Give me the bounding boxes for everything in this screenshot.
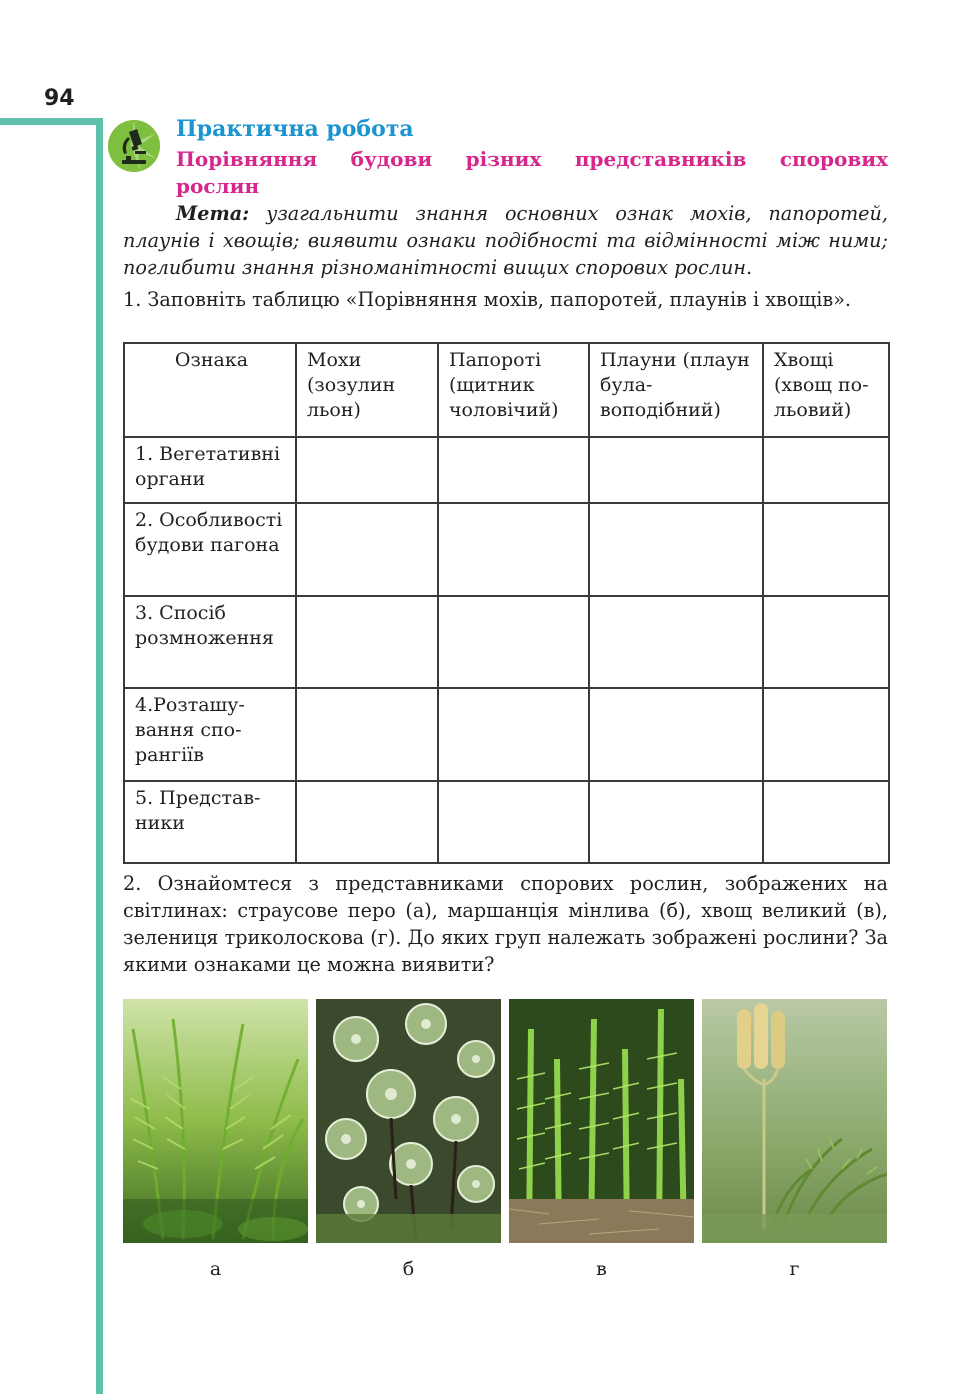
table-cell xyxy=(296,503,438,596)
header-mosses: Мохи (зозулин льон) xyxy=(296,343,438,437)
row-label: 5. Представники xyxy=(124,781,296,863)
table-row xyxy=(124,437,889,503)
header-ferns: Папороті (щитник чоловічий) xyxy=(438,343,589,437)
table-row xyxy=(124,596,889,688)
comparison-table xyxy=(123,342,890,864)
row-label: 4.Розташування спорангіїв xyxy=(124,688,296,781)
row-label: 1. Вегетативні органи xyxy=(124,437,296,503)
table-row xyxy=(124,781,889,863)
table-cell xyxy=(438,781,589,863)
table-cell xyxy=(589,596,763,688)
table-cell xyxy=(438,596,589,688)
page-number: 94 xyxy=(44,86,75,111)
row-label: 2. Особливості будови пагона xyxy=(124,503,296,596)
table-cell xyxy=(763,437,889,503)
marchantia-photo xyxy=(316,999,501,1243)
ostrich-fern-photo xyxy=(123,999,308,1243)
table-cell xyxy=(763,503,889,596)
photo-caption-b: б xyxy=(402,1258,415,1280)
practical-work-subtitle-continuation: рослин xyxy=(176,174,260,198)
table-cell xyxy=(589,781,763,863)
practical-work-title: Практична робота xyxy=(176,116,414,142)
table-cell xyxy=(763,688,889,781)
table-cell xyxy=(763,781,889,863)
row-label: 3. Спосіб розмноження xyxy=(124,596,296,688)
clubmoss-photo xyxy=(702,999,887,1243)
table-row xyxy=(124,503,889,596)
photo-caption-a: а xyxy=(209,1258,222,1280)
table-cell xyxy=(438,688,589,781)
task-2-text: 2. Ознайомтеся з представниками спорових рослин, зображених на світлинах: страусове перо (а), маршанція мінлива (б), хвощ великий (в), зелениця триколоскова (г). До яких груп належать зображені рослини? За якими ознаками це можна виявити? xyxy=(123,872,888,976)
header-feature: Ознака xyxy=(124,343,296,437)
margin-decoration-horizontal xyxy=(0,118,102,125)
photo-caption-g: г xyxy=(789,1258,800,1280)
table-cell xyxy=(296,596,438,688)
table-header-row xyxy=(124,343,889,437)
photo-caption-v: в xyxy=(596,1258,607,1280)
table-cell xyxy=(296,688,438,781)
microscope-icon xyxy=(108,120,160,172)
table-cell xyxy=(438,503,589,596)
table-cell xyxy=(589,437,763,503)
goal-label: Мета: xyxy=(176,202,250,225)
horsetail-photo xyxy=(509,999,694,1243)
goal-paragraph xyxy=(123,200,888,281)
table-cell xyxy=(589,503,763,596)
table-cell xyxy=(296,781,438,863)
margin-decoration-vertical xyxy=(96,118,103,1394)
goal-text: узагальнити знання основних ознак мохів, папоротей, плаунів і хвощів; виявити ознаки подібності та відмінності між ними; поглибити знання різноманітності вищих спорових рослин. xyxy=(123,202,888,279)
table-cell xyxy=(589,688,763,781)
table-cell xyxy=(438,437,589,503)
practical-work-subtitle: Порівняння будови різних представників спорових xyxy=(176,147,888,171)
header-clubmosses: Плауни (плаун булавоподібний) xyxy=(589,343,763,437)
table-cell xyxy=(296,437,438,503)
table-cell xyxy=(763,596,889,688)
task-1-text: 1. Заповніть таблицю «Порівняння мохів, папоротей, плаунів і хвощів». xyxy=(123,288,852,311)
table-row xyxy=(124,688,889,781)
header-horsetails: Хвощі (хвощ польовий) xyxy=(763,343,889,437)
